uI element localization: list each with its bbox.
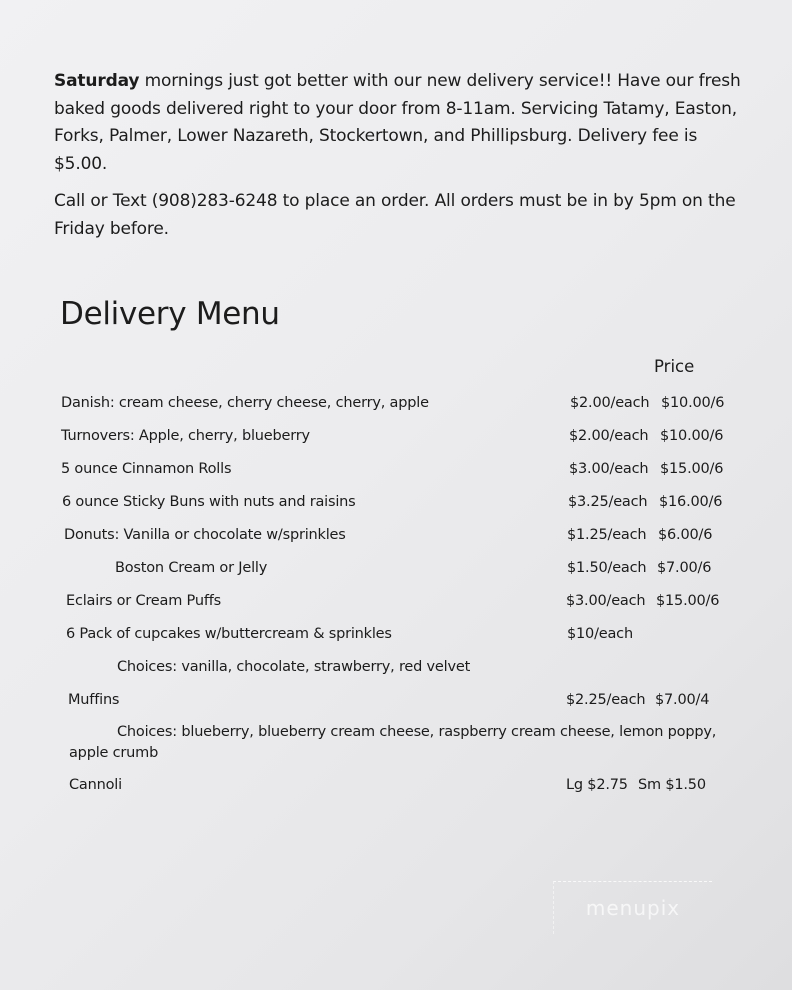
intro-paragraph-2: Call or Text (908)283-6248 to place an order. All orders must be in by 5pm on the Friday before. [54, 191, 736, 239]
item-price-each: Lg $2.75 [566, 777, 628, 793]
menu-item-row [0, 560, 792, 582]
item-name: 6 Pack of cupcakes w/buttercream & sprinkles [66, 626, 392, 642]
item-name: 5 ounce Cinnamon Rolls [61, 461, 232, 477]
intro-paragraph-1-rest: mornings just got better with our new delivery service!! Have our fresh baked goods delivered right to your door from 8-11am. Servicing Tatamy, Easton, Forks, Palmer, Lower Nazareth, Stockertown, and Phillipsburg. Delivery fee is $5.00. [54, 71, 741, 174]
muffin-choices-line-1: Choices: blueberry, blueberry cream cheese, raspberry cream cheese, lemon poppy, [117, 724, 717, 740]
item-price-bulk: $15.00/6 [656, 593, 720, 609]
item-name: Turnovers: Apple, cherry, blueberry [61, 428, 310, 444]
item-name: Danish: cream cheese, cherry cheese, cherry, apple [61, 395, 429, 411]
item-price-bulk: $10.00/6 [660, 428, 724, 444]
item-name: Eclairs or Cream Puffs [66, 593, 221, 609]
item-price-bulk: Sm $1.50 [638, 777, 706, 793]
menu-item-row [0, 461, 792, 483]
menu-item-row [0, 692, 792, 714]
item-price-each: $2.00/each [570, 395, 650, 411]
menupix-watermark: menupix [553, 881, 712, 934]
item-price-each: $10/each [567, 626, 633, 642]
muffin-choices-line-2: apple crumb [69, 745, 159, 761]
price-header: Price [654, 357, 695, 376]
item-price-bulk: $6.00/6 [658, 527, 713, 543]
item-name: 6 ounce Sticky Buns with nuts and raisins [62, 494, 356, 510]
item-name: Boston Cream or Jelly [115, 560, 268, 576]
item-price-bulk: $16.00/6 [659, 494, 723, 510]
menu-item-row [0, 593, 792, 615]
menu-item-row [0, 626, 792, 648]
item-price-each: $2.25/each [566, 692, 646, 708]
item-name: Muffins [68, 692, 120, 708]
item-price-each: $1.25/each [567, 527, 647, 543]
item-price-each: $3.00/each [566, 593, 646, 609]
item-price-each: $2.00/each [569, 428, 649, 444]
item-price-bulk: $7.00/6 [657, 560, 712, 576]
menu-item-row [0, 428, 792, 450]
menu-item-row [0, 395, 792, 417]
item-price-each: $3.25/each [568, 494, 648, 510]
intro-paragraph-1 [54, 68, 744, 178]
item-price-each: $1.50/each [567, 560, 647, 576]
menu-item-row [0, 494, 792, 516]
item-name: Donuts: Vanilla or chocolate w/sprinkles [64, 527, 346, 543]
menu-title: Delivery Menu [60, 296, 280, 332]
menu-item-row [0, 527, 792, 549]
item-price-bulk: $7.00/4 [655, 692, 710, 708]
item-price-bulk: $15.00/6 [660, 461, 724, 477]
item-price-each: $3.00/each [569, 461, 649, 477]
item-name: Cannoli [69, 777, 122, 793]
intro-text [54, 68, 744, 243]
menu-item-row [0, 777, 792, 799]
cupcake-choices: Choices: vanilla, chocolate, strawberry, red velvet [117, 659, 471, 675]
item-price-bulk: $10.00/6 [661, 395, 725, 411]
intro-bold-lead: Saturday [54, 71, 140, 91]
